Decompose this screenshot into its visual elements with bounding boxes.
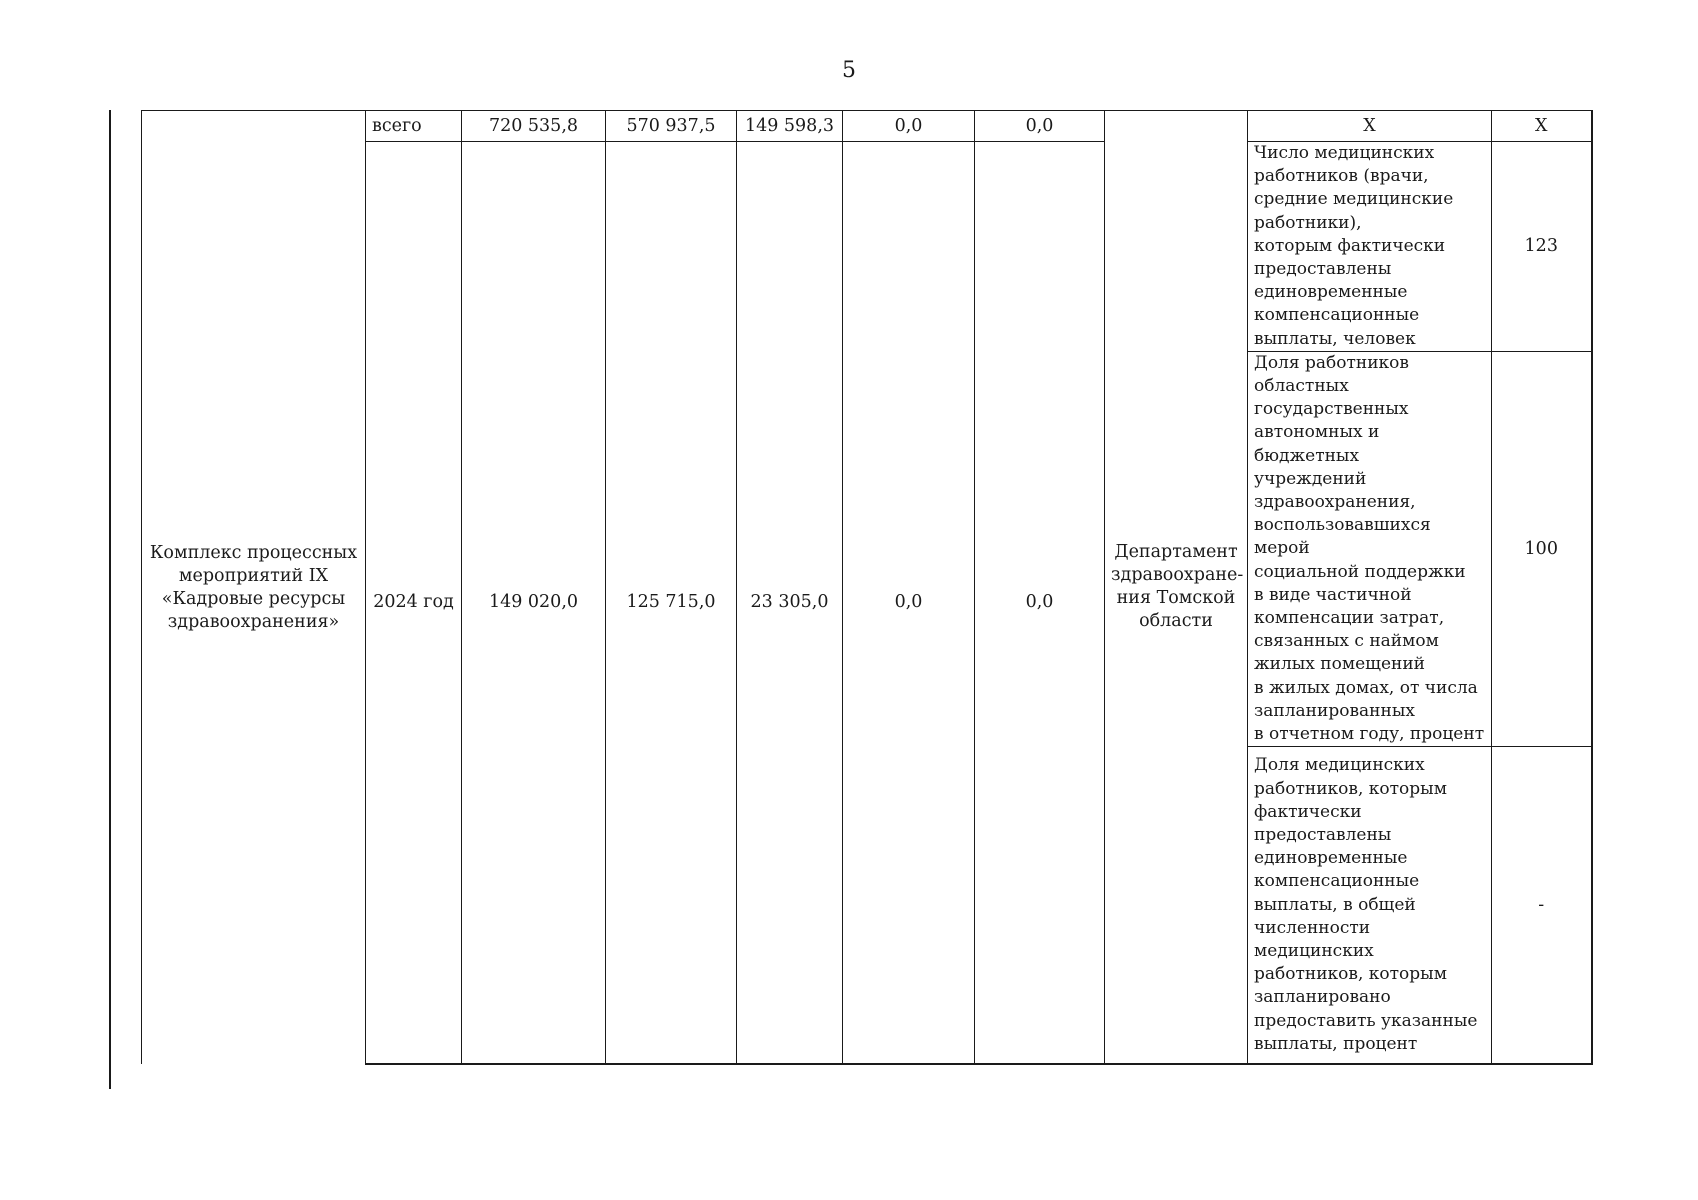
year-label: 2024 год <box>366 142 462 1065</box>
total-v5: 0,0 <box>975 111 1105 142</box>
year-v3: 23 305,0 <box>737 142 843 1065</box>
executor-cell: Департамент здравоохране- ния Томской области <box>1105 111 1248 1065</box>
indicator-text: Число медицинских работников (врачи, средние медицинские работники), которым фактически предоставлены единовременные компенсационные выплаты, человек <box>1248 142 1492 352</box>
page-number: 5 <box>842 58 856 83</box>
year-v4: 0,0 <box>843 142 975 1065</box>
indicator-text: Доля работников областных государственных автономных и бюджетных учреждений здравоохранения, воспользовавшихся мерой социальной поддержки в виде частичной компенсации затрат, связанных с наймом жилых помещений в жилых домах, от числа запланированных в отчетном году, процент <box>1248 351 1492 746</box>
outer-table-border <box>109 110 111 1089</box>
indicator-value: 100 <box>1492 351 1592 746</box>
total-v4: 0,0 <box>843 111 975 142</box>
program-name-cell: Комплекс процессных мероприятий IX «Кадровые ресурсы здравоохранения» <box>142 111 366 1065</box>
year-v1: 149 020,0 <box>462 142 606 1065</box>
total-indicator: Х <box>1248 111 1492 142</box>
total-v1: 720 535,8 <box>462 111 606 142</box>
table-row-total <box>142 111 1592 142</box>
year-v5: 0,0 <box>975 142 1105 1065</box>
total-label: всего <box>366 111 462 142</box>
year-v2: 125 715,0 <box>606 142 737 1065</box>
total-value: Х <box>1492 111 1592 142</box>
total-v2: 570 937,5 <box>606 111 737 142</box>
indicator-value: - <box>1492 747 1592 1065</box>
indicator-value: 123 <box>1492 142 1592 352</box>
total-v3: 149 598,3 <box>737 111 843 142</box>
funding-table <box>141 110 1593 1065</box>
indicator-text: Доля медицинских работников, которым фактически предоставлены единовременные компенсационные выплаты, в общей численности медицинских работников, которым запланировано предоставить указанные выплаты, процент <box>1248 747 1492 1065</box>
